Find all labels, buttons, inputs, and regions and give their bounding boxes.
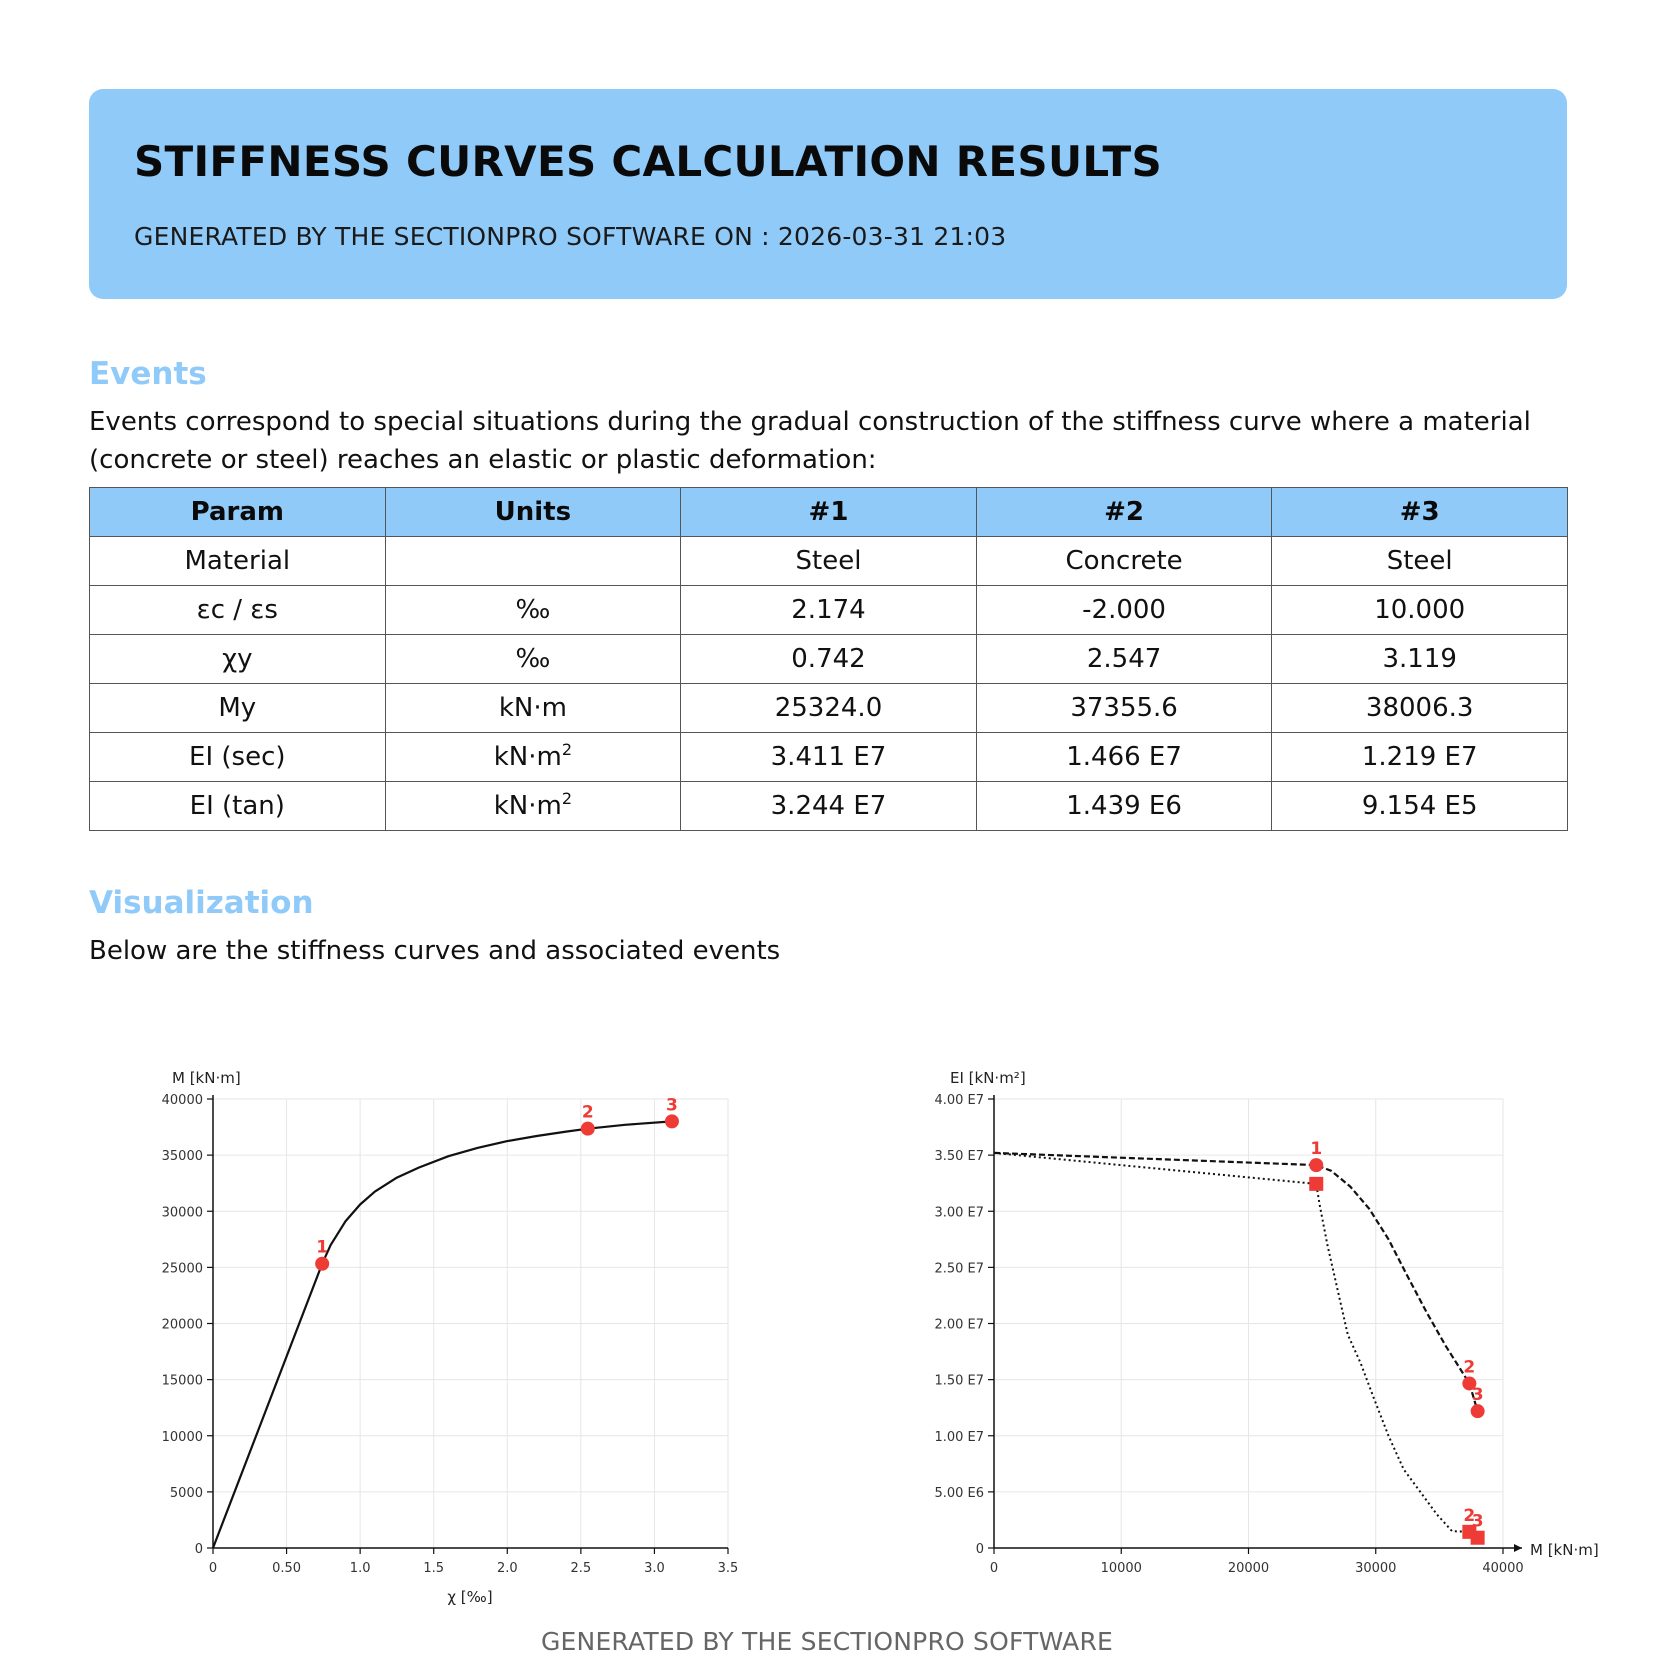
y-tick-label: 25000 <box>161 1261 203 1277</box>
y-tick-label: 5000 <box>169 1485 203 1501</box>
x-tick-label: 3.0 <box>644 1561 665 1576</box>
stiffness-moment-chart <box>900 1050 1630 1610</box>
param-cell <box>90 733 386 782</box>
unit-cell <box>385 586 681 635</box>
event-marker-circle <box>1309 1158 1323 1172</box>
table-row <box>90 635 1568 684</box>
event-3-value <box>1272 684 1568 733</box>
param-cell-text: My <box>218 693 257 723</box>
unit-superscript: 2 <box>561 740 573 759</box>
event-label: 1 <box>316 1237 329 1258</box>
event-2-value <box>976 684 1272 733</box>
column-header-event-1: #1 <box>681 488 977 537</box>
visualization-section-title: Visualization <box>89 885 314 921</box>
series-line-dotted <box>994 1153 1478 1538</box>
moment-curvature-chart <box>140 1050 760 1610</box>
event-label: 2 <box>581 1102 594 1123</box>
unit-cell-text: ‰ <box>515 595 551 625</box>
x-tick-label: 10000 <box>1100 1561 1142 1576</box>
events-table-header-row <box>90 488 1568 537</box>
visualization-description: Below are the stiffness curves and associated events <box>89 936 781 966</box>
event-label: 3 <box>666 1095 678 1116</box>
event-3-value-text: 9.154 E5 <box>1361 791 1478 821</box>
param-cell <box>90 684 386 733</box>
y-tick-label: 10000 <box>161 1429 203 1445</box>
event-2-value <box>976 733 1272 782</box>
y-tick-label: 35000 <box>161 1149 203 1165</box>
table-row <box>90 684 1568 733</box>
event-1-value <box>681 586 977 635</box>
event-marker-square <box>1471 1531 1485 1545</box>
x-tick-label: 2.5 <box>570 1561 592 1576</box>
x-tick-label: 0 <box>989 1561 999 1576</box>
event-1-value <box>681 537 977 586</box>
unit-cell <box>385 684 681 733</box>
param-cell-text: EI (sec) <box>189 742 286 772</box>
footer-text: GENERATED BY THE SECTIONPRO SOFTWARE <box>540 1627 1114 1656</box>
events-table <box>89 487 1568 831</box>
y-tick-label: 40000 <box>161 1093 203 1108</box>
event-3-value <box>1272 733 1568 782</box>
y-tick-label: 3.00 E7 <box>934 1205 984 1221</box>
event-3-value <box>1272 782 1568 831</box>
x-tick-label: 0 <box>208 1561 218 1576</box>
event-label: 3 <box>1471 1385 1484 1406</box>
column-header-event-2: #2 <box>976 488 1272 537</box>
y-tick-label: 2.00 E7 <box>934 1317 984 1333</box>
event-1-value <box>681 733 977 782</box>
event-3-value <box>1272 586 1568 635</box>
event-2-value <box>976 782 1272 831</box>
event-1-value <box>681 684 977 733</box>
x-tick-label: 0.50 <box>272 1561 302 1576</box>
event-marker-circle <box>315 1257 329 1271</box>
event-2-value-text: 2.547 <box>1086 644 1162 674</box>
x-axis-label: M [kN·m] <box>1530 1541 1599 1559</box>
unit-cell-text: kN·m <box>493 742 562 772</box>
unit-cell-text: ‰ <box>515 644 551 674</box>
table-row <box>90 782 1568 831</box>
unit-cell <box>385 733 681 782</box>
event-1-value <box>681 635 977 684</box>
y-tick-label: 5.00 E6 <box>934 1485 984 1501</box>
event-label: 3 <box>1471 1511 1484 1532</box>
events-section-title: Events <box>89 356 207 392</box>
event-2-value-text: -2.000 <box>1082 595 1166 625</box>
event-2-value-text: 37355.6 <box>1070 693 1178 723</box>
event-marker-square <box>1309 1177 1323 1191</box>
event-label: 2 <box>1463 1505 1476 1526</box>
event-3-value-text: 38006.3 <box>1365 693 1474 723</box>
x-tick-label: 1.5 <box>423 1561 445 1576</box>
y-tick-label: 30000 <box>161 1205 203 1221</box>
event-3-value-text: 10.000 <box>1374 595 1466 625</box>
report-title: STIFFNESS CURVES CALCULATION RESULTS <box>134 137 1162 186</box>
table-row <box>90 586 1568 635</box>
column-header-param: Param <box>90 488 386 537</box>
y-tick-label: 1.50 E7 <box>934 1373 984 1389</box>
event-label: 1 <box>1310 1139 1323 1160</box>
y-axis-label: EI [kN·m²] <box>950 1069 1026 1087</box>
y-tick-label: 4.00 E7 <box>934 1093 984 1108</box>
param-cell <box>90 782 386 831</box>
y-tick-label: 15000 <box>161 1373 203 1389</box>
event-marker-circle <box>1471 1404 1485 1418</box>
unit-superscript: 2 <box>561 789 573 808</box>
event-1-value-text: 3.244 E7 <box>770 791 887 821</box>
event-3-value-text: 1.219 E7 <box>1361 742 1478 772</box>
param-cell <box>90 586 386 635</box>
unit-cell-text: kN·m <box>498 693 567 723</box>
param-cell-text: χy <box>222 644 253 674</box>
y-tick-label: 2.50 E7 <box>934 1261 984 1277</box>
report-header-banner <box>89 89 1567 299</box>
param-cell-text: EI (tan) <box>189 791 285 821</box>
unit-cell <box>385 782 681 831</box>
event-2-value <box>976 537 1272 586</box>
event-3-value-text: 3.119 <box>1382 644 1457 674</box>
unit-cell-text: kN·m <box>493 791 562 821</box>
events-description: Events correspond to special situations during the gradual construction of the stiffness curve where a material (concrete or steel) reaches an elastic or plastic deformation: <box>89 407 1531 475</box>
x-axis-label: χ [‰] <box>447 1588 493 1606</box>
param-cell-text: Material <box>184 546 291 576</box>
x-axis-arrow <box>1514 1544 1522 1552</box>
column-header-units: Units <box>385 488 681 537</box>
event-1-value <box>681 782 977 831</box>
x-tick-label: 3.5 <box>717 1561 739 1576</box>
table-row <box>90 733 1568 782</box>
event-3-value <box>1272 537 1568 586</box>
event-1-value-text: 25324.0 <box>774 693 883 723</box>
event-2-value <box>976 635 1272 684</box>
column-header-event-3: #3 <box>1272 488 1568 537</box>
event-1-value-text: 0.742 <box>791 644 866 674</box>
series-line-dashed <box>994 1153 1478 1411</box>
event-1-value-text: 3.411 E7 <box>770 742 887 772</box>
event-2-value-text: 1.439 E6 <box>1066 791 1182 821</box>
param-cell <box>90 537 386 586</box>
x-tick-label: 1.0 <box>349 1561 371 1576</box>
event-3-value <box>1272 635 1568 684</box>
event-1-value-text: 2.174 <box>791 595 866 625</box>
event-marker-circle <box>665 1114 679 1128</box>
unit-cell <box>385 635 681 684</box>
series-line-solid <box>213 1121 672 1548</box>
param-cell <box>90 635 386 684</box>
event-2-value-text: Concrete <box>1065 546 1183 576</box>
unit-cell <box>385 537 681 586</box>
event-2-value <box>976 586 1272 635</box>
y-tick-label: 3.50 E7 <box>934 1149 984 1165</box>
event-3-value-text: Steel <box>1386 546 1453 576</box>
y-tick-label: 0 <box>975 1542 984 1557</box>
x-tick-label: 30000 <box>1355 1561 1397 1576</box>
x-tick-label: 40000 <box>1482 1561 1524 1576</box>
event-label: 2 <box>1463 1357 1476 1378</box>
y-tick-label: 20000 <box>161 1317 203 1333</box>
event-marker-circle <box>581 1122 595 1136</box>
x-tick-label: 2.0 <box>496 1561 518 1576</box>
param-cell-text: εc / εs <box>196 595 278 625</box>
y-axis-label: M [kN·m] <box>172 1069 241 1087</box>
event-1-value-text: Steel <box>795 546 862 576</box>
event-2-value-text: 1.466 E7 <box>1066 742 1182 772</box>
generated-timestamp: GENERATED BY THE SECTIONPRO SOFTWARE ON : 2026-03-31 21:03 <box>134 222 1007 251</box>
y-tick-label: 0 <box>194 1542 203 1557</box>
table-row <box>90 537 1568 586</box>
x-tick-label: 20000 <box>1227 1561 1270 1576</box>
y-tick-label: 1.00 E7 <box>934 1429 984 1445</box>
